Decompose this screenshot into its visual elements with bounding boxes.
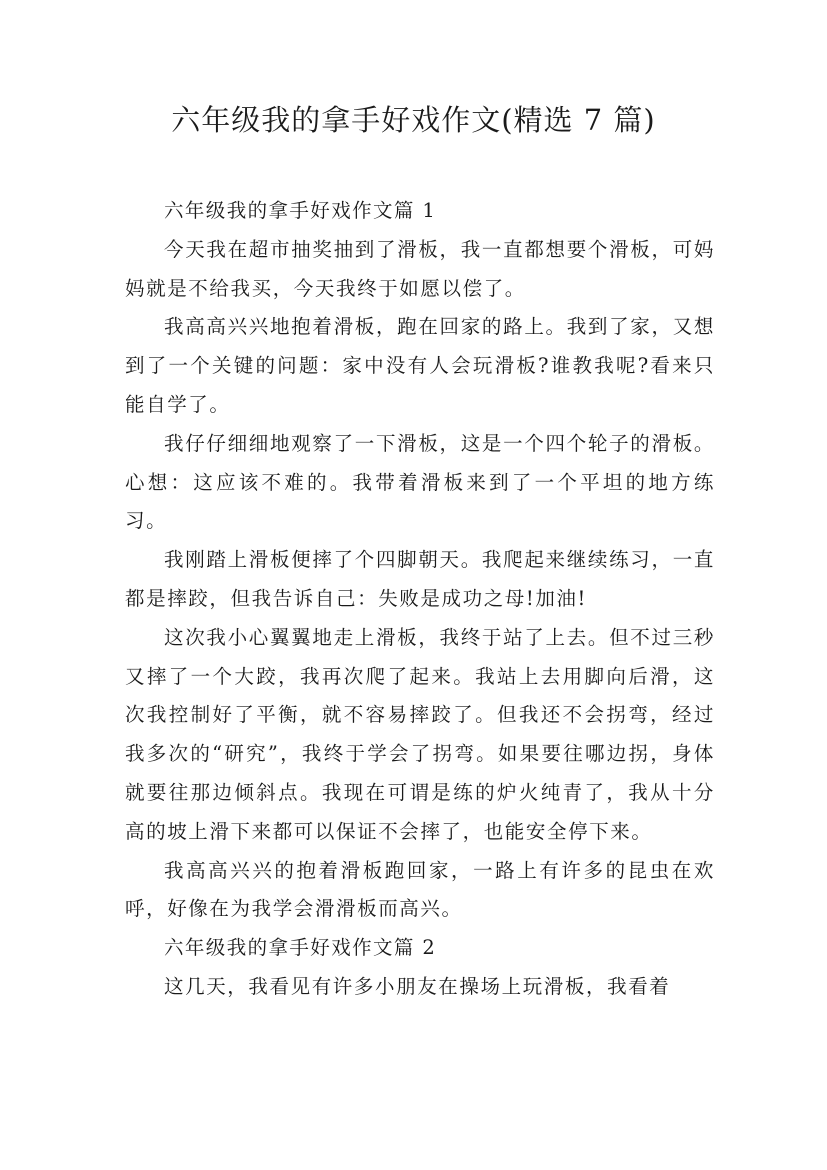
paragraph: 我高高兴兴的抱着滑板跑回家，一路上有许多的昆虫在欢呼，好像在为我学会滑滑板而高兴。 xyxy=(125,858,715,921)
document-title: 六年级我的拿手好戏作文(精选 7 篇) xyxy=(171,103,656,137)
paragraph: 今天我在超市抽奖抽到了滑板，我一直都想要个滑板，可妈妈就是不给我买，今天我终于如愿以偿了。 xyxy=(125,237,715,300)
paragraph: 我高高兴兴地抱着滑板，跑在回家的路上。我到了家，又想到了一个关键的问题：家中没有人会玩滑板?谁教我呢?看来只能自学了。 xyxy=(125,315,715,416)
paragraph: 这几天，我看见有许多小朋友在操场上玩滑板，我看着 xyxy=(164,974,671,998)
section-heading: 六年级我的拿手好戏作文篇 2 xyxy=(164,936,437,960)
paragraph: 这次我小心翼翼地走上滑板，我终于站了上去。但不过三秒又摔了一个大跤，我再次爬了起来。我站上去用脚向后滑，这次我控制好了平衡，就不容易摔跤了。但我还不会拐弯，经过我多次的“研究”，我终于学会了拐弯。如果要往哪边拐，身体就要往那边倾斜点。我现在可谓是练的炉火纯青了，我从十分高的坡上滑下来都可以保证不会摔了，也能安全停下来。 xyxy=(125,625,715,843)
paragraph: 我刚踏上滑板便摔了个四脚朝天。我爬起来继续练习，一直都是摔跤，但我告诉自己：失败是成功之母!加油! xyxy=(125,548,715,610)
paragraph: 我仔仔细细地观察了一下滑板，这是一个四个轮子的滑板。心想：这应该不难的。我带着滑板来到了一个平坦的地方练习。 xyxy=(125,431,715,533)
document-body xyxy=(125,192,715,1007)
section-heading: 六年级我的拿手好戏作文篇 1 xyxy=(164,199,437,222)
